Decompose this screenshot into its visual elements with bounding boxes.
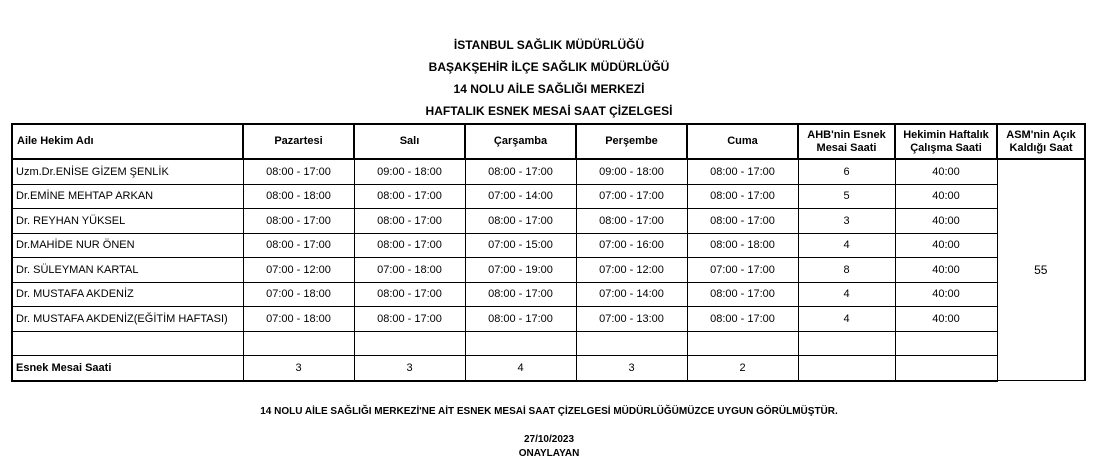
approval-date: 27/10/2023 [523, 434, 575, 445]
total-thursday: 3 [576, 356, 687, 381]
weekly-hours: 40:00 [895, 209, 997, 234]
monday-hours: 07:00 - 18:00 [243, 307, 354, 332]
monday-hours: 07:00 - 12:00 [243, 258, 354, 283]
empty-cell [798, 331, 895, 356]
ahb-flex-hours: 4 [798, 233, 895, 258]
column-header-name: Aile Hekim Adı [12, 124, 243, 159]
friday-hours: 08:00 - 17:00 [687, 282, 798, 307]
total-row [12, 356, 1085, 381]
tuesday-hours: 09:00 - 18:00 [354, 159, 465, 184]
friday-hours: 08:00 - 17:00 [687, 307, 798, 332]
thursday-hours: 07:00 - 13:00 [576, 307, 687, 332]
tuesday-hours: 08:00 - 17:00 [354, 282, 465, 307]
ahb-flex-hours: 6 [798, 159, 895, 184]
empty-cell [465, 331, 576, 356]
doctor-name: Dr.MAHİDE NUR ÖNEN [12, 233, 243, 258]
column-header-friday: Cuma [687, 124, 798, 159]
empty-cell [687, 331, 798, 356]
tuesday-hours: 07:00 - 18:00 [354, 258, 465, 283]
column-header-asm-open-hours: ASM'nin Açık Kaldığı Saat [997, 124, 1085, 159]
monday-hours: 08:00 - 17:00 [243, 233, 354, 258]
schedule-table [11, 123, 1086, 382]
header-line-3: 14 NOLU AİLE SAĞLIĞI MERKEZİ [453, 82, 645, 96]
empty-cell [895, 331, 997, 356]
monday-hours: 07:00 - 18:00 [243, 282, 354, 307]
table-header-row [12, 124, 1085, 159]
approval-statement: 14 NOLU AİLE SAĞLIĞI MERKEZİ'NE AİT ESNEK MESAİ SAAT ÇİZELGESİ MÜDÜRLÜĞÜMÜZCE UYGUN GÖRÜLMÜŞTÜR. [260, 406, 838, 417]
tuesday-hours: 08:00 - 17:00 [354, 307, 465, 332]
signature-label: ONAYLAYAN [518, 448, 580, 459]
wednesday-hours: 08:00 - 17:00 [465, 282, 576, 307]
weekly-hours: 40:00 [895, 184, 997, 209]
wednesday-hours: 07:00 - 14:00 [465, 184, 576, 209]
doctor-name: Uzm.Dr.ENİSE GİZEM ŞENLİK [12, 159, 243, 184]
ahb-flex-hours: 5 [798, 184, 895, 209]
tuesday-hours: 08:00 - 17:00 [354, 233, 465, 258]
wednesday-hours: 07:00 - 19:00 [465, 258, 576, 283]
ahb-flex-hours: 3 [798, 209, 895, 234]
thursday-hours: 07:00 - 17:00 [576, 184, 687, 209]
thursday-hours: 07:00 - 16:00 [576, 233, 687, 258]
empty-cell [576, 331, 687, 356]
empty-cell [354, 331, 465, 356]
asm-open-hours-value: 55 [997, 159, 1085, 381]
wednesday-hours: 07:00 - 15:00 [465, 233, 576, 258]
ahb-flex-hours: 8 [798, 258, 895, 283]
column-header-tuesday: Salı [354, 124, 465, 159]
weekly-hours: 40:00 [895, 233, 997, 258]
wednesday-hours: 08:00 - 17:00 [465, 307, 576, 332]
friday-hours: 07:00 - 17:00 [687, 258, 798, 283]
weekly-hours: 40:00 [895, 307, 997, 332]
header-line-1: İSTANBUL SAĞLIK MÜDÜRLÜĞÜ [453, 38, 645, 52]
weekly-hours: 40:00 [895, 159, 997, 184]
total-monday: 3 [243, 356, 354, 381]
table-row [12, 209, 1085, 234]
thursday-hours: 08:00 - 17:00 [576, 209, 687, 234]
monday-hours: 08:00 - 17:00 [243, 159, 354, 184]
table-row [12, 159, 1085, 184]
wednesday-hours: 08:00 - 17:00 [465, 159, 576, 184]
monday-hours: 08:00 - 18:00 [243, 184, 354, 209]
ahb-flex-hours: 4 [798, 282, 895, 307]
friday-hours: 08:00 - 17:00 [687, 209, 798, 234]
table-row [12, 233, 1085, 258]
thursday-hours: 07:00 - 12:00 [576, 258, 687, 283]
doctor-name: Dr. MUSTAFA AKDENİZ [12, 282, 243, 307]
column-header-weekly-hours: Hekimin Haftalık Çalışma Saati [895, 124, 997, 159]
column-header-wednesday: Çarşamba [465, 124, 576, 159]
doctor-name: Dr. SÜLEYMAN KARTAL [12, 258, 243, 283]
total-tuesday: 3 [354, 356, 465, 381]
table-row [12, 258, 1085, 283]
friday-hours: 08:00 - 17:00 [687, 184, 798, 209]
tuesday-hours: 08:00 - 17:00 [354, 184, 465, 209]
total-label: Esnek Mesai Saati [12, 356, 243, 381]
table-row [12, 184, 1085, 209]
thursday-hours: 09:00 - 18:00 [576, 159, 687, 184]
column-header-ahb-flex-hours: AHB'nin Esnek Mesai Saati [798, 124, 895, 159]
empty-cell [895, 356, 997, 381]
table-row [12, 282, 1085, 307]
tuesday-hours: 08:00 - 17:00 [354, 209, 465, 234]
empty-cell [243, 331, 354, 356]
monday-hours: 08:00 - 17:00 [243, 209, 354, 234]
table-row [12, 307, 1085, 332]
empty-row [12, 331, 1085, 356]
friday-hours: 08:00 - 17:00 [687, 159, 798, 184]
doctor-name: Dr.EMİNE MEHTAP ARKAN [12, 184, 243, 209]
empty-cell [798, 356, 895, 381]
empty-cell [12, 331, 243, 356]
weekly-hours: 40:00 [895, 258, 997, 283]
header-line-2: BAŞAKŞEHİR İLÇE SAĞLIK MÜDÜRLÜĞÜ [428, 60, 670, 74]
friday-hours: 08:00 - 18:00 [687, 233, 798, 258]
total-friday: 2 [687, 356, 798, 381]
weekly-hours: 40:00 [895, 282, 997, 307]
ahb-flex-hours: 4 [798, 307, 895, 332]
total-wednesday: 4 [465, 356, 576, 381]
wednesday-hours: 08:00 - 17:00 [465, 209, 576, 234]
column-header-thursday: Perşembe [576, 124, 687, 159]
doctor-name: Dr. MUSTAFA AKDENİZ(EĞİTİM HAFTASI) [12, 307, 243, 332]
doctor-name: Dr. REYHAN YÜKSEL [12, 209, 243, 234]
thursday-hours: 07:00 - 14:00 [576, 282, 687, 307]
document-title: HAFTALIK ESNEK MESAİ SAAT ÇİZELGESİ [425, 104, 673, 118]
column-header-monday: Pazartesi [243, 124, 354, 159]
